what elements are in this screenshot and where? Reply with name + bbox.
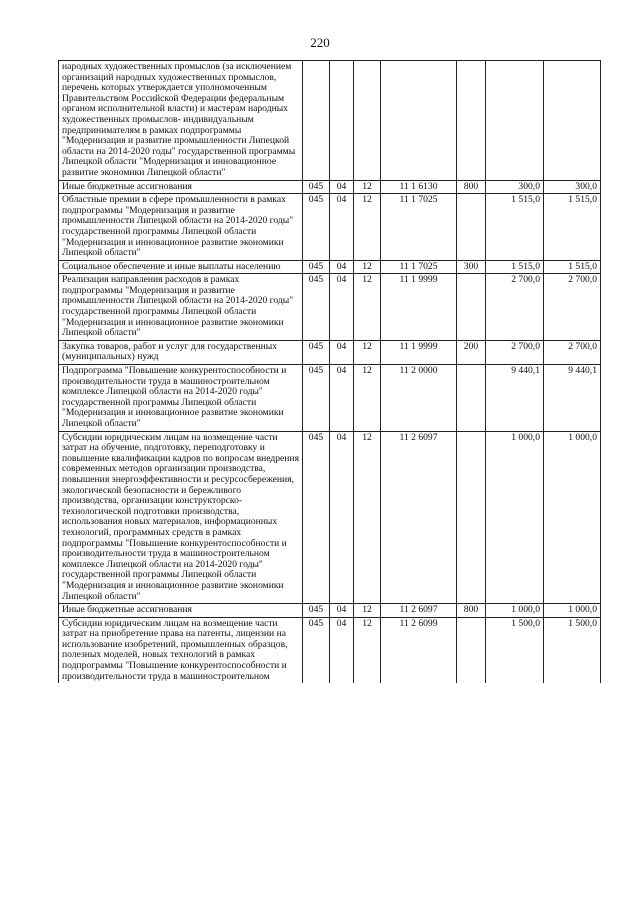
ministry-code: 045 (303, 194, 330, 261)
amount-2 (544, 61, 601, 181)
target-code: 11 2 6099 (381, 617, 457, 683)
subsection-code: 12 (354, 431, 381, 604)
row-name: Иные бюджетные ассигнования (59, 180, 303, 194)
amount-1: 1 000,0 (486, 431, 544, 604)
section-code: 04 (330, 431, 354, 604)
section-code: 04 (330, 260, 354, 274)
table-row (59, 260, 601, 274)
row-name: народных художественных промыслов (за исключением организаций народных художественных промыслов, перечень которых утверждается уполномоченным Правительством Российской Федерации федеральным органом исполнительной власти) и мастерам народных художественных промыслов- индивидуальным предпринимателям в рамках подпрограммы "Модернизация и развитие промышленности Липецкой области на 2014-2020 годы" государственной программы Липецкой области "Модернизация и инновационное развитие экономики Липецкой области" (59, 61, 303, 181)
page-number: 220 (310, 35, 330, 50)
ministry-code: 045 (303, 340, 330, 364)
subsection-code: 12 (354, 365, 381, 432)
subsection-code: 12 (354, 274, 381, 341)
expense-type-code: 300 (457, 260, 486, 274)
ministry-code: 045 (303, 274, 330, 341)
amount-1: 2 700,0 (486, 340, 544, 364)
ministry-code: 045 (303, 617, 330, 683)
table-row (59, 194, 601, 261)
section-code: 04 (330, 340, 354, 364)
expense-type-code (457, 365, 486, 432)
table-row (59, 617, 601, 683)
expense-type-code: 800 (457, 604, 486, 618)
ministry-code: 045 (303, 604, 330, 618)
amount-2: 1 515,0 (544, 194, 601, 261)
target-code: 11 1 6130 (381, 180, 457, 194)
table-row (59, 340, 601, 364)
amount-2: 9 440,1 (544, 365, 601, 432)
section-code: 04 (330, 180, 354, 194)
amount-2: 1 515,0 (544, 260, 601, 274)
row-name: Субсидии юридическим лицам на возмещение части затрат на обучение, подготовку, переподготовку и повышение квалификации кадров по вопросам внедрения современных методов организации производства, повышения энергоэффективности и ресурсосбережения, экологической безопасности и бережливого производства, организации конструкторско-технологической подготовки производства, использования новых материалов, информационных технологий, программных средств в рамках подпрограммы "Повышение конкурентоспособности и производительности труда в машиностроительном комплексе Липецкой области на 2014-2020 годы" государственной программы Липецкой области "Модернизация и инновационное развитие экономики Липецкой области" (59, 431, 303, 604)
expense-type-code (457, 431, 486, 604)
table-row (59, 365, 601, 432)
target-code: 11 1 9999 (381, 340, 457, 364)
expense-type-code (457, 274, 486, 341)
row-name: Социальное обеспечение и иные выплаты населению (59, 260, 303, 274)
ministry-code: 045 (303, 180, 330, 194)
target-code: 11 2 6097 (381, 431, 457, 604)
target-code: 11 1 7025 (381, 194, 457, 261)
expense-type-code: 200 (457, 340, 486, 364)
expense-type-code (457, 194, 486, 261)
amount-1: 2 700,0 (486, 274, 544, 341)
ministry-code (303, 61, 330, 181)
target-code: 11 1 7025 (381, 260, 457, 274)
amount-1: 300,0 (486, 180, 544, 194)
section-code: 04 (330, 604, 354, 618)
subsection-code: 12 (354, 260, 381, 274)
amount-2: 2 700,0 (544, 340, 601, 364)
subsection-code: 12 (354, 180, 381, 194)
expense-type-code (457, 61, 486, 181)
row-name: Областные премии в сфере промышленности в рамках подпрограммы "Модернизация и развитие промышленности Липецкой области на 2014-2020 годы" государственной программы Липецкой области "Модернизация и инновационное развитие экономики Липецкой области" (59, 194, 303, 261)
table-row (59, 431, 601, 604)
table-row (59, 274, 601, 341)
row-name: Иные бюджетные ассигнования (59, 604, 303, 618)
amount-1 (486, 61, 544, 181)
ministry-code: 045 (303, 365, 330, 432)
amount-1: 1 515,0 (486, 194, 544, 261)
amount-2: 300,0 (544, 180, 601, 194)
amount-2: 1 000,0 (544, 604, 601, 618)
row-name: Закупка товаров, работ и услуг для государственных (муниципальных) нужд (59, 340, 303, 364)
section-code: 04 (330, 194, 354, 261)
amount-2: 1 000,0 (544, 431, 601, 604)
section-code (330, 61, 354, 181)
table-row (59, 604, 601, 618)
amount-1: 9 440,1 (486, 365, 544, 432)
amount-1: 1 500,0 (486, 617, 544, 683)
section-code: 04 (330, 617, 354, 683)
target-code: 11 2 6097 (381, 604, 457, 618)
ministry-code: 045 (303, 260, 330, 274)
amount-1: 1 515,0 (486, 260, 544, 274)
subsection-code (354, 61, 381, 181)
subsection-code: 12 (354, 617, 381, 683)
section-code: 04 (330, 274, 354, 341)
expense-type-code (457, 617, 486, 683)
target-code (381, 61, 457, 181)
table-row (59, 180, 601, 194)
amount-2: 1 500,0 (544, 617, 601, 683)
row-name: Подпрограмма "Повышение конкурентоспособности и производительности труда в машиностроительном комплексе Липецкой области на 2014-2020 годы" государственной программы Липецкой области "Модернизация и инновационное развитие экономики Липецкой области" (59, 365, 303, 432)
budget-table (58, 60, 601, 683)
row-name: Субсидии юридическим лицам на возмещение части затрат на приобретение права на патенты, лицензии на использование изобретений, промышленных образцов, полезных моделей, новых технологий в рамках подпрограммы "Повышение конкурентоспособности и производительности труда в машиностроительном (59, 617, 303, 683)
table-row (59, 61, 601, 181)
section-code: 04 (330, 365, 354, 432)
target-code: 11 2 0000 (381, 365, 457, 432)
target-code: 11 1 9999 (381, 274, 457, 341)
row-name: Реализация направления расходов в рамках подпрограммы "Модернизация и развитие промышленности Липецкой области на 2014-2020 годы" государственной программы Липецкой области "Модернизация и инновационное развитие экономики Липецкой области" (59, 274, 303, 341)
subsection-code: 12 (354, 340, 381, 364)
amount-1: 1 000,0 (486, 604, 544, 618)
subsection-code: 12 (354, 194, 381, 261)
subsection-code: 12 (354, 604, 381, 618)
expense-type-code: 800 (457, 180, 486, 194)
amount-2: 2 700,0 (544, 274, 601, 341)
ministry-code: 045 (303, 431, 330, 604)
